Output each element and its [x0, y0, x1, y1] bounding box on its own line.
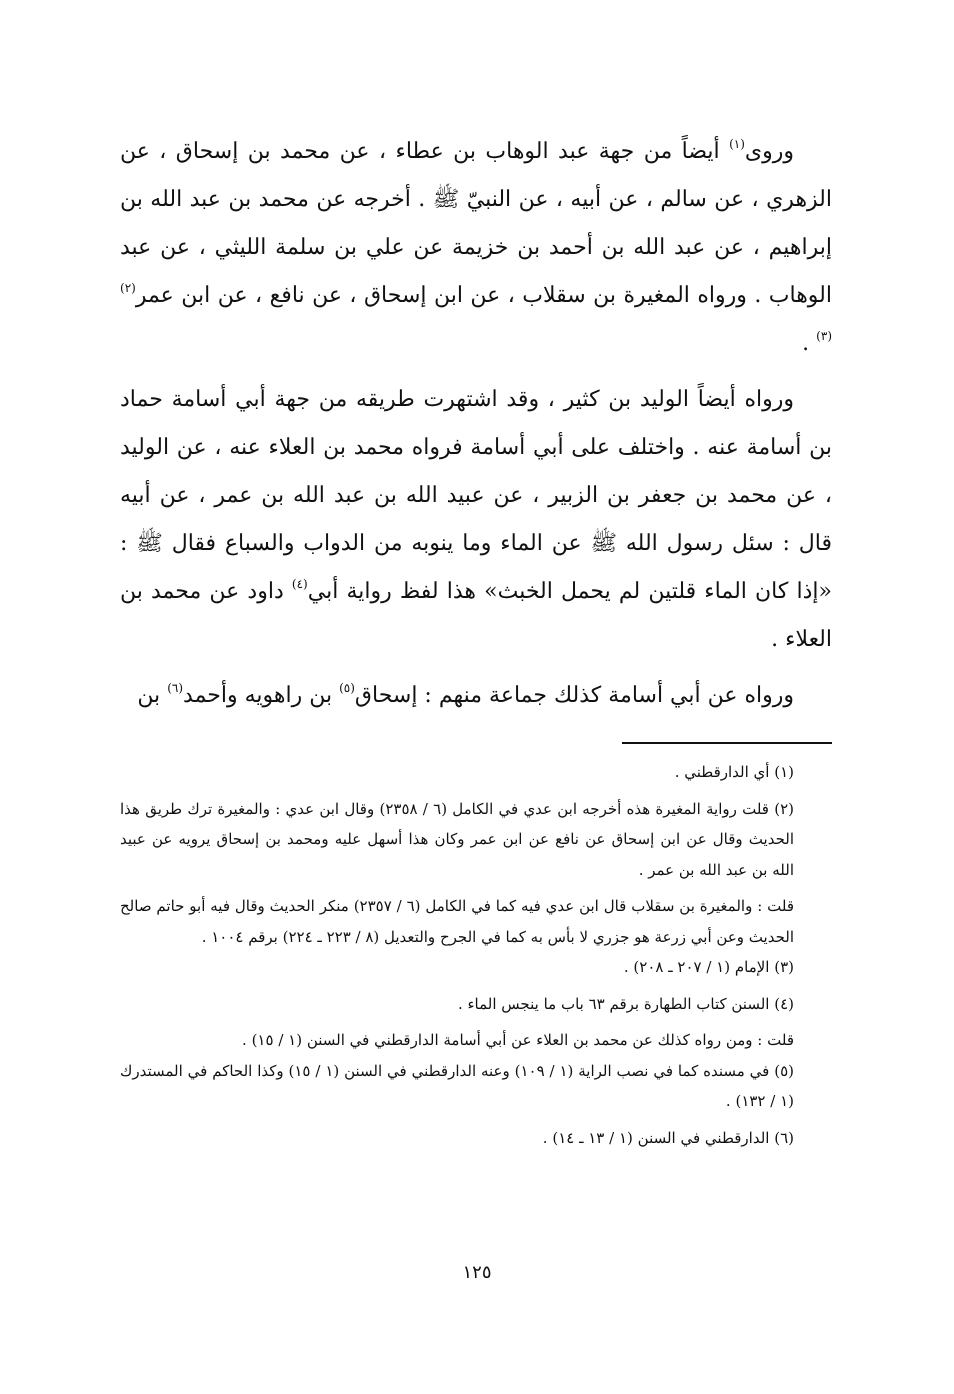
footnote-ref-5: (٥) [339, 681, 355, 695]
footnote-separator [622, 742, 832, 744]
footnote-6: (٦) الدارقطني في السنن (١ / ١٣ ـ ١٤) . [542, 1128, 794, 1147]
footnote-4: (٤) السنن كتاب الطهارة برقم ٦٣ باب ما ينجس الماء . [457, 994, 794, 1013]
footnote-ref-1: (١) [729, 137, 745, 151]
paragraph-1 [120, 128, 832, 368]
footnote-2-comment: قلت : والمغيرة بن سقلاب قال ابن عدي فيه كما في الكامل (٦ / ٢٣٥٧) منكر الحديث وقال فيه أبو حاتم صالح الحديث وعن أبي زرعة هو جزري لا بأس به كما في الجرح والتعديل (٨ / ٢٢٣ ـ ٢٢٤) برقم ١٠٠٤ . [120, 897, 794, 946]
paragraph-2-end: داود عن محمد بن العلاء . [120, 579, 832, 652]
paragraph-2-body: ورواه أيضاً الوليد بن كثير ، وقد اشتهرت طريقه من جهة أبي أسامة حماد بن أسامة عنه . واختلف على أبي أسامة فرواه محمد بن العلاء عنه ، عن الوليد ، عن محمد بن جعفر بن الزبير ، عن عبيد الله بن عبد الله بن عمر ، عن أبيه قال : سئل رسول الله ﷺ عن الماء وما ينوبه من الدواب والسباع فقال ﷺ : «إذا كان الماء قلتين لم يحمل الخبث» هذا لفظ رواية أبي [120, 387, 832, 604]
footnote-4-comment: قلت : ومن رواه كذلك عن محمد بن العلاء عن أبي أسامة الدارقطني في السنن (١ / ١٥) . [242, 1031, 794, 1049]
footnote-1: (١) أي الدارقطني . [674, 763, 794, 781]
paragraph-3-start: ورواه عن أبي أسامة كذلك جماعة منهم : إسحاق [354, 683, 794, 708]
footnote-ref-6: (٦) [167, 681, 184, 695]
footnote-ref-2-3: (٢)(٣) [120, 281, 832, 343]
paragraph-1-body: أيضاً من جهة عبد الوهاب بن عطاء ، عن محمد بن إسحاق ، عن الزهري ، عن سالم ، عن أبيه ، عن النبيّ ﷺ . أخرجه عن محمد بن عبد الله بن إبراهيم ، عن عبد الله بن أحمد بن خزيمة عن علي بن سلمة الليثي ، عن عبد الوهاب . ورواه المغيرة بن سقلاب ، عن ابن إسحاق ، عن نافع ، عن ابن عمر [120, 139, 832, 308]
footnote-5: (٥) في مسنده كما في نصب الراية (١ / ١٠٩) وعنه الدارقطني في السنن (١ / ١٥) وكذا الحاكم في المستدرك (١ / ١٣٢) . [120, 1061, 795, 1110]
paragraph-1-end: . [802, 331, 817, 356]
paragraph-3 [120, 672, 832, 720]
main-text [120, 128, 832, 720]
footnote-2: (٢) قلت رواية المغيرة هذه أخرجه ابن عدي في الكامل (٦ / ٢٣٥٨) وقال ابن عدي : والمغيرة ترك طريق هذا الحديث وقال عن ابن إسحاق عن نافع عن ابن عمر وكان هذا أسهل عليه ومحمد بن إسحاق يرويه عن عبيد الله بن عبد الله بن عمر . [120, 799, 795, 879]
footnotes [120, 757, 832, 1153]
footnote-ref-4: (٤) [291, 577, 308, 591]
paragraph-1-start: وروى [744, 139, 794, 164]
paragraph-3-middle: بن راهويه وأحمد [183, 683, 340, 708]
page-number: ١٢٥ [462, 1262, 492, 1283]
footnote-3: (٣) الإمام (١ / ٢٠٧ ـ ٢٠٨) . [623, 958, 794, 976]
paragraph-3-end: بن [137, 683, 168, 708]
paragraph-2 [120, 376, 832, 664]
